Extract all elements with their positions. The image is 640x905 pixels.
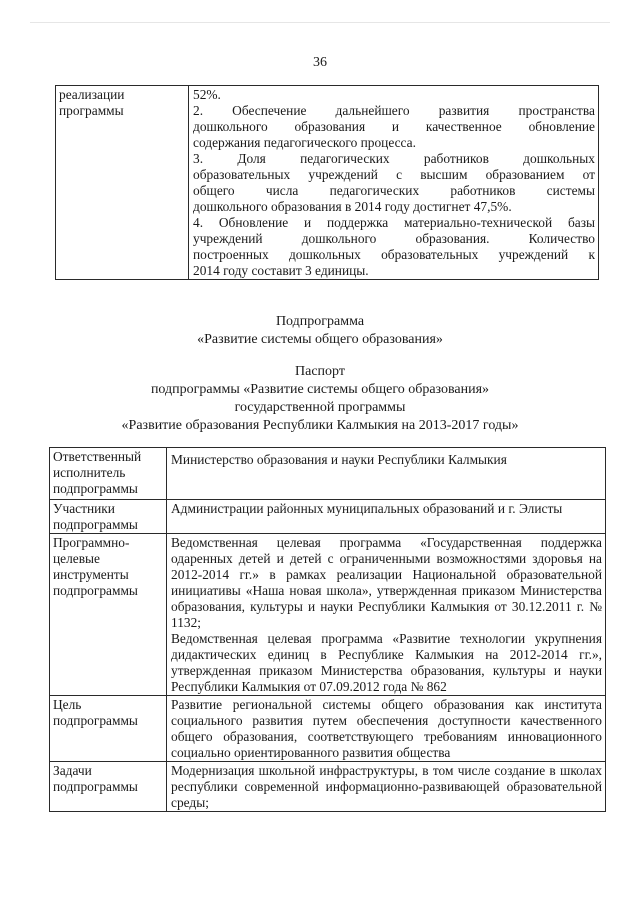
text-line: 2. Обеспечение дальнейшего развития пространства [193, 103, 595, 118]
text-line: учреждений дошкольного образования. Количество [193, 231, 595, 246]
passport-heading [0, 363, 640, 435]
heading-line: государственной программы [234, 400, 406, 415]
row-content [167, 448, 606, 500]
row-content [167, 534, 606, 696]
table-row [50, 534, 606, 696]
text-line: дошкольного образования в 2014 году достигнет 47,5%. [193, 199, 512, 214]
page-number: 36 [313, 55, 327, 70]
row-label [50, 448, 167, 500]
text-line: 4. Обновление и поддержка материально-технической базы [193, 215, 595, 230]
cell-text: Администрации районных муниципальных образований и г. Элисты [171, 501, 563, 516]
label-line: целевые [53, 551, 100, 566]
label-line: подпрограммы [53, 713, 138, 728]
label-line: Программно- [53, 535, 130, 550]
passport-table [49, 447, 606, 812]
label-line: подпрограммы [53, 481, 138, 496]
label-line: Участники [53, 501, 115, 516]
row-content [167, 696, 606, 762]
label-line: инструменты [53, 567, 129, 582]
label-line: подпрограммы [53, 517, 138, 532]
label-line: Цель [53, 697, 82, 712]
cell-text: Развитие региональной системы общего образования как института социального развития путем обеспечения доступности качественного общего образования, соответствующего требованиям инновационного социально ориентированного развития общества [171, 697, 602, 760]
row-label [50, 762, 167, 812]
label-line: программы [59, 103, 124, 118]
text-line: общего числа педагогических работников системы [193, 183, 595, 198]
text-line: содержания педагогического процесса. [193, 135, 416, 150]
row-label [56, 86, 189, 280]
cell-text: Ведомственная целевая программа «Развитие технологии укрупнения дидактических единиц в Республике Калмыкия на 2012-2014 гг.», утвержденная приказом Министерства образования, культуры и науки Республики Калмыкия от 07.09.2012 года № 862 [171, 631, 602, 694]
label-line: реализации [59, 87, 125, 102]
table-row [56, 86, 599, 280]
label-line: Задачи [53, 763, 92, 778]
heading-line: «Развитие образования Республики Калмыкия на 2013-2017 годы» [121, 418, 519, 433]
cell-text: Модернизация школьной инфраструктуры, в том числе создание в школах республики современной информационно-развивающей образовательной среды; [171, 763, 602, 810]
table-row [50, 448, 606, 500]
label-line: исполнитель [53, 465, 126, 480]
scan-edge-line [30, 22, 610, 23]
row-label [50, 534, 167, 696]
row-label [50, 696, 167, 762]
label-line: подпрограммы [53, 583, 138, 598]
text-line: построенных дошкольных образовательных учреждений к [193, 247, 595, 262]
heading-line: Паспорт [295, 364, 345, 379]
cell-text: Министерство образования и науки Республики Калмыкия [171, 452, 507, 467]
text-line: образовательных учреждений с высшим образованием от [193, 167, 595, 182]
text-line: 3. Доля педагогических работников дошкольных [193, 151, 595, 166]
row-label [50, 500, 167, 534]
label-line: подпрограммы [53, 779, 138, 794]
table-row [50, 500, 606, 534]
indicators-table [55, 85, 599, 280]
text-line: дошкольного образования и качественное обновление [193, 119, 595, 134]
heading-line: подпрограммы «Развитие системы общего образования» [150, 382, 490, 397]
table-row [50, 696, 606, 762]
heading-line: Подпрограмма [275, 314, 365, 329]
text-line: 2014 году составит 3 единицы. [193, 263, 369, 278]
row-content [167, 500, 606, 534]
cell-text: Ведомственная целевая программа «Государственная поддержка одаренных детей и детей с ограниченными возможностями здоровья на 2012-2014 гг.» в рамках реализации Национальной образовательной инициативы «Наша новая школа», утвержденная приказом Министерства образования, культуры и науки Республики Калмыкия от 30.12.2011 г. № 1132; [171, 535, 602, 630]
heading-line: «Развитие системы общего образования» [197, 332, 443, 347]
text-line: 52%. [193, 87, 221, 102]
row-content [167, 762, 606, 812]
label-line: Ответственный [53, 449, 142, 464]
table-row [50, 762, 606, 812]
row-content [189, 86, 599, 280]
subprogram-heading [0, 313, 640, 349]
